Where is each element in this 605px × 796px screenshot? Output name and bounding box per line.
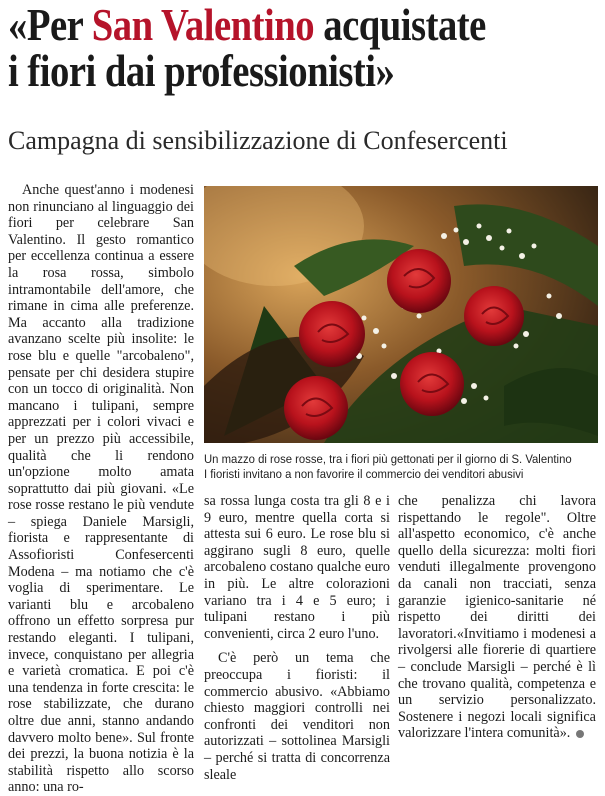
- article-photo: [204, 186, 598, 443]
- caption-line-1: Un mazzo di rose rosse, tra i fiori più gettonati per il giorno di S. Valentino: [204, 452, 572, 466]
- article-paragraph: sa rossa lunga costa tra gli 8 e i 9 euro, mentre quella corta si attesta sui 6 euro. Le rose blu si aggirano sugli 8 euro, quelle arcobaleno costano qualche euro in più. Le altre colorazioni variano tra i 4 e 5 euro; i tulipani restano i più convenienti, circa 2 euro l'uno.: [204, 493, 390, 642]
- caption-line-2: I fioristi invitano a non favorire il commercio dei venditori abusivi: [204, 467, 524, 481]
- article-paragraph: C'è però un tema che preoccupa i fioristi: il commercio abusivo. «Abbiamo chiesto maggiori controlli nei confronti dei venditori non autorizzati – sottolinea Marsigli – perché si tratta di concorrenza sleale: [204, 650, 390, 783]
- article-paragraph-text: che penalizza chi lavora rispettando le regole". Oltre all'aspetto economico, c'è anche quello della sicurezza: molti fiori venduti illegalmente provengono da canali non tracciati, senza garanzie igienico-sanitarie né rispetto dei diritti dei lavoratori.«Invitiamo i modenesi a rivolgersi alle fiorerie di quartiere – conclude Marsigli – perché è lì che trovano qualità, competenza e un servizio personalizzato. Sostenere i negozi locali significa valorizzare l'intera comunità».: [398, 493, 596, 742]
- photo-caption: [204, 452, 600, 482]
- article-paragraph: [398, 493, 596, 742]
- subtitle: Campagna di sensibilizzazione di Confesercenti: [8, 126, 508, 155]
- article-column-3: [398, 493, 596, 742]
- article-column-1: [8, 182, 194, 796]
- end-of-article-icon: [576, 730, 584, 738]
- headline-line-1: [8, 2, 517, 48]
- headline-highlight: San Valentino: [91, 0, 315, 50]
- article-paragraph: Anche quest'anno i modenesi non rinunciano al linguaggio dei fiori per celebrare San Valentino. Il gesto romantico per eccellenza continua a essere la rosa rossa, simbolo intramontabile dell'amore, che rimane in cima alle preferenze. Ma accanto alla tradizione avanzano scelte più insolite: le rose blu e quelle "arcobaleno", pensate per chi desidera stupire con un tocco di originalità. Non mancano i tulipani, sempre apprezzati per i colori vivaci e per un prezzo più accessibile, qualità che li rendono un'opzione molto amata soprattutto dai più giovani. «Le rose rosse restano le più vendute – spiega Daniele Marsigli, fiorista e rappresentante di Assofioristi Confesercenti Modena – ma notiamo che c'è voglia di sperimentare. Le varianti blu e arcobaleno offrono un effetto sorpresa pur restando eleganti. I tulipani, invece, conquistano per allegria e varietà cromatica. E poi c'è una tendenza in forte crescita: le rose stabilizzate, che durano oltre due anni, stanno andando davvero molto bene». Sul fronte dei prezzi, la buona notizia è la stabilità rispetto allo scorso anno: una ro-: [8, 182, 194, 796]
- headline-prefix: «Per: [8, 0, 92, 50]
- headline-suffix: acquistate: [314, 0, 486, 50]
- red-roses-bouquet-icon: [204, 186, 598, 443]
- headline: [8, 2, 517, 94]
- article-column-2: [204, 493, 390, 783]
- headline-line-2: i fiori dai professionisti»: [8, 46, 395, 96]
